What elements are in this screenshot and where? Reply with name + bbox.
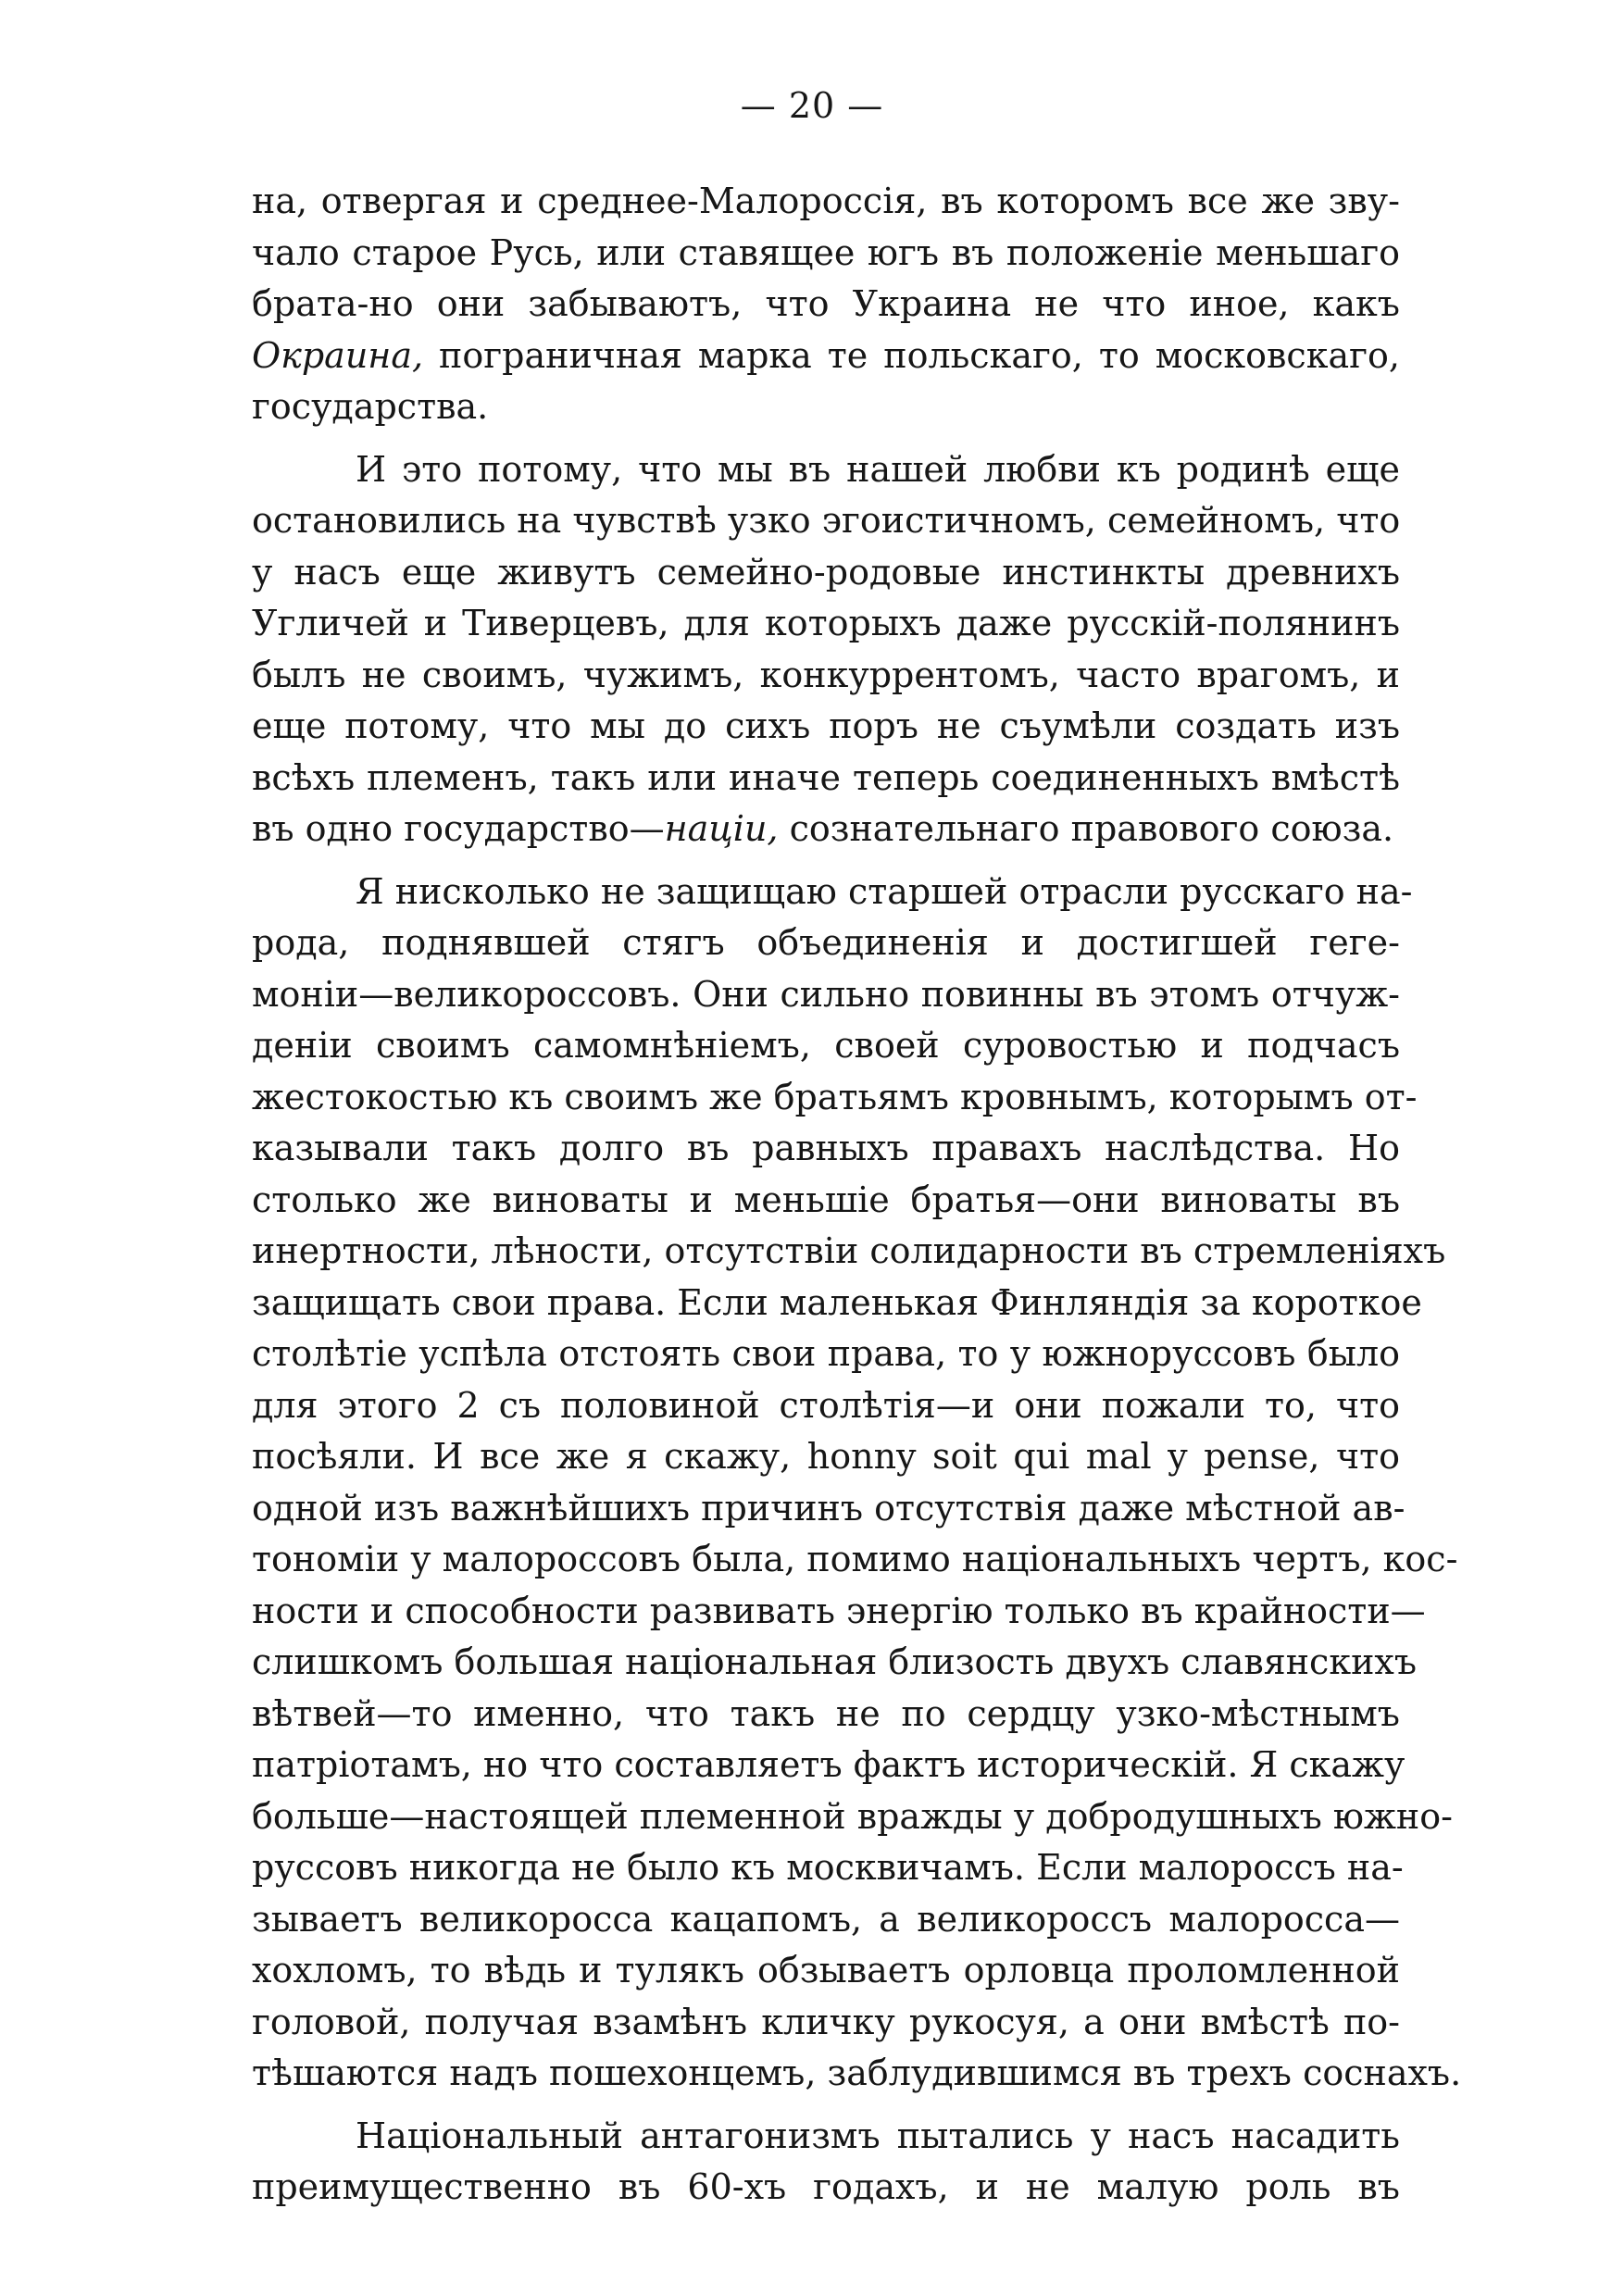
- paragraph: [252, 176, 1400, 433]
- emphasized-word: Окраина,: [252, 334, 424, 376]
- body-text: [252, 176, 1462, 2214]
- text-line: посѣяли. И все же я скажу, honny soit qui mal y pense, что: [252, 1436, 1400, 1477]
- paragraph: [252, 867, 1462, 2100]
- text-line: [252, 331, 1400, 382]
- text-line: столько же виноваты и меньшіе братья—они виноваты въ: [252, 1179, 1400, 1220]
- text-line: деніи своимъ самомнѣніемъ, своей суровостью и подчасъ: [252, 1025, 1400, 1066]
- text-line: тѣшаются надъ пошехонцемъ, заблудившимся въ трехъ соснахъ.: [252, 2053, 1462, 2093]
- text-line: былъ не своимъ, чужимъ, конкуррентомъ, часто врагомъ, и: [252, 654, 1400, 695]
- text-line: столѣтіе успѣла отстоять свои права, то у южноруссовъ было: [252, 1333, 1400, 1374]
- text-line: слишкомъ большая національная близость двухъ славянскихъ: [252, 1641, 1418, 1682]
- text-line: рода, поднявшей стягъ объединенія и достигшей геге-: [252, 922, 1400, 963]
- text-line: государства.: [252, 386, 489, 427]
- text-line: И это потому, что мы въ нашей любви къ родинѣ еще: [356, 448, 1400, 490]
- text-segment: въ одно государство—: [252, 808, 665, 849]
- text-line: для этого 2 съ половиной столѣтія—и они пожали то, что: [252, 1384, 1400, 1426]
- paragraph: [252, 2111, 1400, 2214]
- text-line: Я нисколько не защищаю старшей отрасли русскаго на-: [356, 870, 1413, 912]
- paragraph: [252, 444, 1400, 855]
- text-line: Угличей и Тиверцевъ, для которыхъ даже русскій-полянинъ: [252, 603, 1400, 643]
- text-line: одной изъ важнѣйшихъ причинъ отсутствія даже мѣстной ав-: [252, 1487, 1405, 1529]
- text-line: преимущественно въ 60-хъ годахъ, и не малую роль въ: [252, 2166, 1400, 2207]
- text-line: чало старое Русь, или ставящее югъ въ положеніе меньшаго: [252, 231, 1400, 273]
- text-line: казывали такъ долго въ равныхъ правахъ наслѣдства. Но: [252, 1128, 1400, 1168]
- text-segment: пограничная марка те польскаго, то московскаго,: [423, 334, 1400, 376]
- emphasized-word: націи,: [664, 808, 779, 849]
- text-line: инертности, лѣности, отсутствіи солидарности въ стремленіяхъ: [252, 1230, 1446, 1271]
- text-line: жестокостью къ своимъ же братьямъ кровнымъ, которымъ от-: [252, 1076, 1418, 1117]
- text-segment: сознательнаго правового союза.: [778, 808, 1394, 849]
- text-line: ности и способности развивать энергію только въ крайности—: [252, 1590, 1426, 1631]
- text-line: моніи—великороссовъ. Они сильно повинны въ этомъ отчуж-: [252, 973, 1400, 1015]
- text-line: еще потому, что мы до сихъ поръ не съумѣли создать изъ: [252, 705, 1400, 746]
- text-line: всѣхъ племенъ, такъ или иначе теперь соединенныхъ вмѣстѣ: [252, 756, 1400, 798]
- page-number: — 20 —: [740, 85, 884, 126]
- text-line: руссовъ никогда не было къ москвичамъ. Если малороссъ на-: [252, 1847, 1404, 1888]
- text-line: вѣтвей—то именно, что такъ не по сердцу узко-мѣстнымъ: [252, 1692, 1400, 1734]
- text-line: у насъ еще живутъ семейно-родовые инстинкты древнихъ: [252, 551, 1400, 593]
- text-line: [252, 804, 1400, 855]
- text-line: зываетъ великоросса кацапомъ, а великороссъ малоросса—: [252, 1898, 1400, 1940]
- text-line: патріотамъ, но что составляетъ фактъ историческій. Я скажу: [252, 1744, 1405, 1785]
- text-line: больше—настоящей племенной вражды у добродушныхъ южно-: [252, 1795, 1453, 1837]
- text-line: остановились на чувствѣ узко эгоистичномъ, семейномъ, что: [252, 500, 1401, 541]
- text-line: на, отвергая и среднее-Малороссія, въ которомъ все же зву-: [252, 181, 1400, 221]
- text-line: хохломъ, то вѣдь и тулякъ обзываетъ орловца проломленной: [252, 1950, 1400, 1990]
- text-line: головой, получая взамѣнъ кличку рукосуя, а они вмѣстѣ по-: [252, 2001, 1400, 2042]
- text-line: тономіи у малороссовъ была, помимо національныхъ чертъ, кос-: [252, 1539, 1458, 1579]
- text-line: Національный антагонизмъ пытались у насъ насадить: [356, 2115, 1400, 2156]
- text-line: защищать свои права. Если маленькая Финляндія за короткое: [252, 1281, 1422, 1323]
- text-line: брата-но они забываютъ, что Украина не что иное, какъ: [252, 283, 1400, 324]
